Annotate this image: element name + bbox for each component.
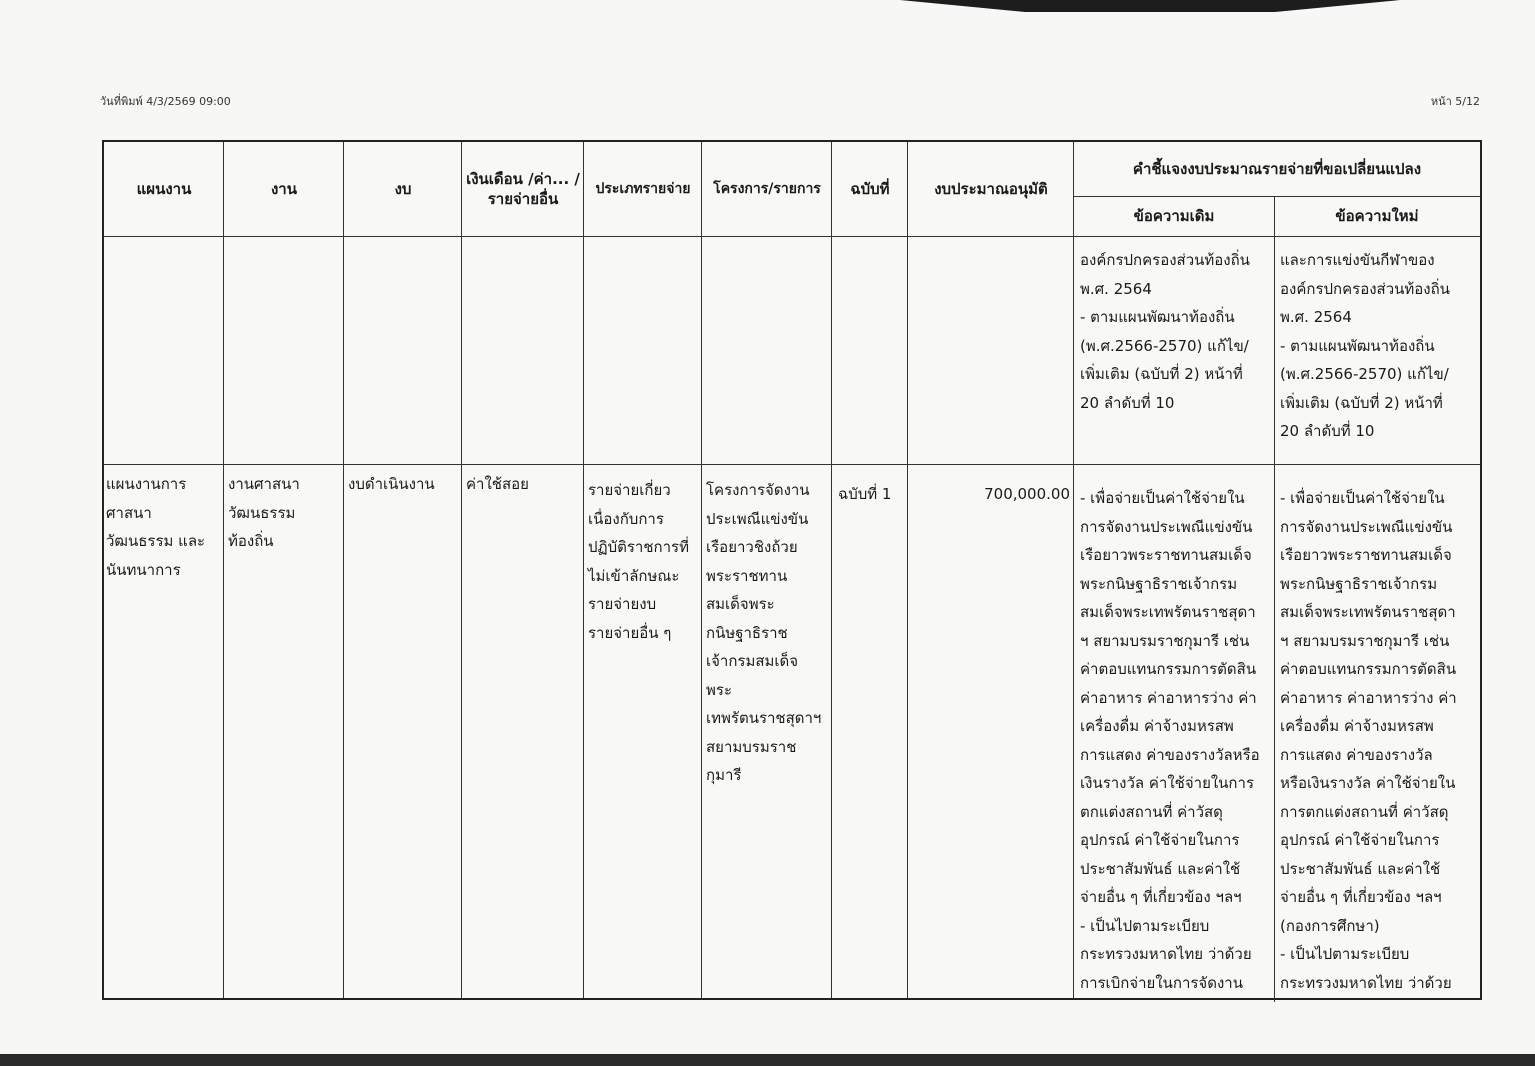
header-explanation: คำชี้แจงงบประมาณรายจ่ายที่ขอเปลี่ยนแปลง bbox=[1132, 159, 1422, 178]
col-divider bbox=[462, 142, 584, 998]
header-plan: แผนงาน bbox=[136, 179, 192, 198]
header-expense-type: ประเภทรายจ่าย bbox=[595, 180, 691, 197]
print-date: วันที่พิมพ์ 4/3/2569 09:00 bbox=[100, 95, 231, 108]
row2-plan: แผนงานการ ศาสนา วัฒนธรรม และ นันทนาการ bbox=[106, 475, 206, 579]
row2-project: โครงการจัดงาน ประเพณีแข่งขัน เรือยาวชิงถ้วย พระราชทาน สมเด็จพระ กนิษฐาธิราช เจ้ากรมสมเด็จ พระ เทพรัตนราชสุดาฯ สยามบรมราช กุมารี bbox=[706, 481, 822, 784]
header-approved-budget: งบประมาณอนุมัติ bbox=[934, 179, 1048, 198]
row2-work: งานศาสนา วัฒนธรรม ท้องถิ่น bbox=[228, 475, 300, 550]
row2-budget: งบดำเนินงาน bbox=[348, 475, 435, 493]
old-new-divider bbox=[1274, 196, 1275, 1002]
scan-edge-bottom bbox=[0, 1054, 1535, 1066]
row1-new-text: และการแข่งขันกีฬาของ องค์กรปกครองส่วนท้องถิ่น พ.ศ. 2564 - ตามแผนพัฒนาท้องถิ่น (พ.ศ.2566-2570) แก้ไข/ เพิ่มเติม (ฉบับที่ 2) หน้าที่ 20 ลำดับที่ 10 bbox=[1280, 251, 1450, 440]
header-old-text: ข้อความเดิม bbox=[1133, 206, 1215, 225]
header-project: โครงการ/รายการ bbox=[713, 180, 821, 197]
col-divider bbox=[344, 142, 462, 998]
header-budget: งบ bbox=[394, 179, 412, 198]
row2-approved-budget: 700,000.00 bbox=[984, 485, 1070, 503]
row-separator bbox=[104, 464, 1480, 465]
page-number: หน้า 5/12 bbox=[1430, 95, 1480, 108]
row2-old-text: - เพื่อจ่ายเป็นค่าใช้จ่ายใน การจัดงานประเพณีแข่งขัน เรือยาวพระราชทานสมเด็จ พระกนิษฐาธิราชเจ้ากรม สมเด็จพระเทพรัตนราชสุดา ฯ สยามบรมราชกุมารี เช่น ค่าตอบแทนกรรมการตัดสิน ค่าอาหาร ค่าอาหารว่าง ค่า เครื่องดื่ม ค่าจ้างมหรสพ การแสดง ค่าของรางวัลหรือ เงินรางวัล ค่าใช้จ่ายในการ ตกแต่งสถานที่ ค่าวัสดุ อุปกรณ์ ค่าใช้จ่ายในการ ประชาสัมพันธ์ และค่าใช้ จ่ายอื่น ๆ ที่เกี่ยวข้อง ฯลฯ - เป็นไปตามระเบียบ กระทรวงมหาดไทย ว่าด้วย การเบิกจ่ายในการจัดงาน bbox=[1080, 489, 1260, 992]
row1-old-text: องค์กรปกครองส่วนท้องถิ่น พ.ศ. 2564 - ตามแผนพัฒนาท้องถิ่น (พ.ศ.2566-2570) แก้ไข/ เพิ่มเติม (ฉบับที่ 2) หน้าที่ 20 ลำดับที่ 10 bbox=[1080, 251, 1250, 412]
row2-salary: ค่าใช้สอย bbox=[466, 475, 529, 493]
row2-new-text: - เพื่อจ่ายเป็นค่าใช้จ่ายใน การจัดงานประเพณีแข่งขัน เรือยาวพระราชทานสมเด็จ พระกนิษฐาธิราชเจ้ากรม สมเด็จพระเทพรัตนราชสุดา ฯ สยามบรมราชกุมารี เช่น ค่าตอบแทนกรรมการตัดสิน ค่าอาหาร ค่าอาหารว่าง ค่า เครื่องดื่ม ค่าจ้างมหรสพ การแสดง ค่าของรางวัล หรือเงินรางวัล ค่าใช้จ่ายใน การตกแต่งสถานที่ ค่าวัสดุ อุปกรณ์ ค่าใช้จ่ายในการ ประชาสัมพันธ์ และค่าใช้ จ่ายอื่น ๆ ที่เกี่ยวข้อง ฯลฯ (กองการศึกษา) - เป็นไปตามระเบียบ กระทรวงมหาดไทย ว่าด้วย bbox=[1280, 489, 1457, 992]
header-new-text: ข้อความใหม่ bbox=[1335, 206, 1419, 225]
header-version: ฉบับที่ bbox=[850, 179, 890, 198]
row2-expense-type: รายจ่ายเกี่ยว เนื่องกับการ ปฏิบัติราชการที่ ไม่เข้าลักษณะ รายจ่ายงบ รายจ่ายอื่น ๆ bbox=[588, 481, 689, 642]
header-salary: เงินเดือน /ค่า... / รายจ่ายอื่น bbox=[466, 169, 580, 208]
col-divider bbox=[832, 142, 908, 998]
row2-version: ฉบับที่ 1 bbox=[838, 485, 892, 503]
col-divider bbox=[908, 142, 1074, 998]
header-work: งาน bbox=[270, 179, 297, 198]
col-divider bbox=[224, 142, 344, 998]
budget-change-table bbox=[102, 140, 1482, 1000]
scan-edge-top bbox=[900, 0, 1400, 12]
